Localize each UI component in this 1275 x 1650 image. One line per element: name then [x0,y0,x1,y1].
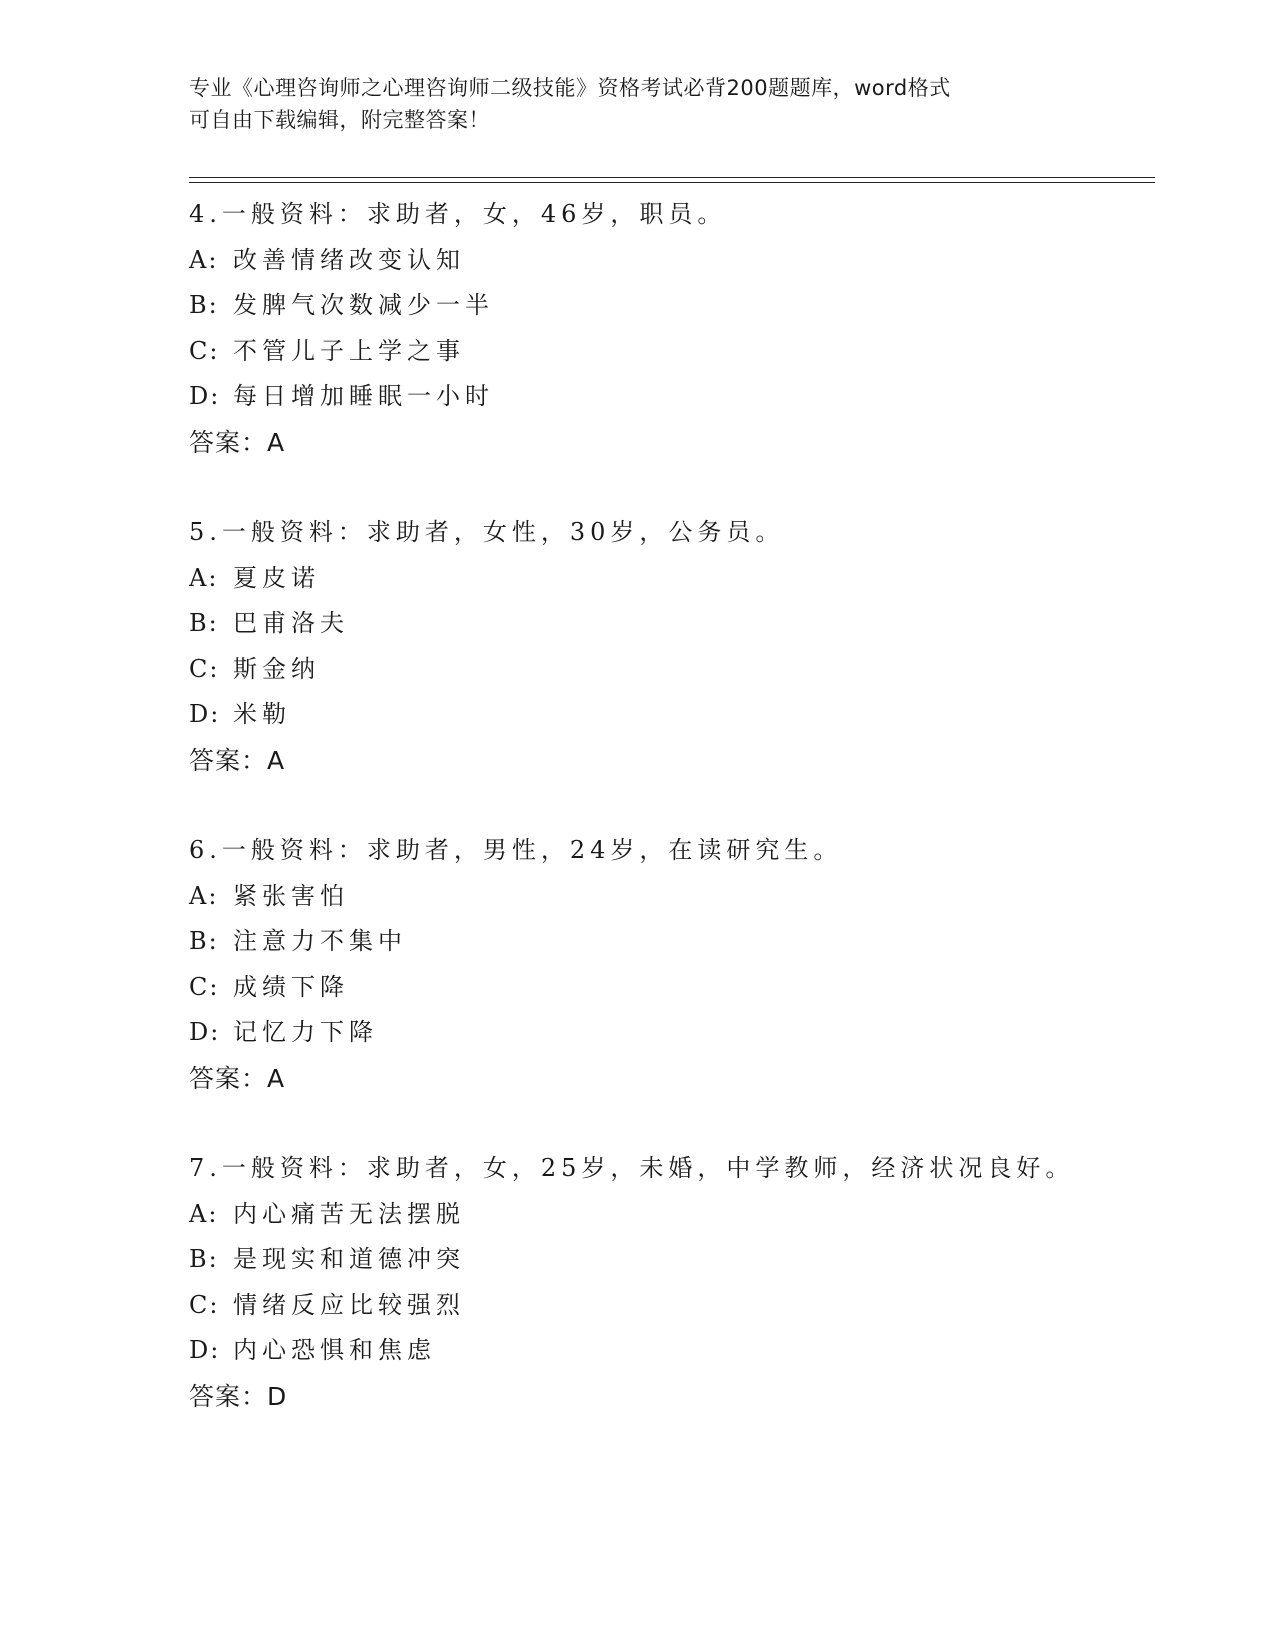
document-header [189,72,1089,136]
option-key: A: [189,1199,219,1228]
option-b [189,1237,1155,1283]
question-4 [189,192,1155,465]
header-divider-top [189,177,1155,178]
option-key: C: [189,972,220,1001]
option-text: 是现实和道德冲突 [233,1245,465,1273]
header-line-2: 可自由下载编辑，附完整答案！ [189,108,490,132]
option-a [189,874,1155,920]
option-b [189,283,1155,329]
option-c [189,647,1155,693]
option-d [189,374,1155,420]
answer-line: 答案：A [189,427,286,457]
option-c [189,329,1155,375]
option-text: 注意力不集中 [233,927,407,955]
question-title: 6.一般资料：求助者，男性，24岁，在读研究生。 [189,836,843,864]
option-text: 改善情绪改变认知 [233,245,465,274]
question-5 [189,510,1155,783]
option-key: A: [189,881,219,910]
option-text: 紧张害怕 [233,881,349,910]
option-c [189,965,1155,1011]
option-d [189,1010,1155,1056]
answer-line: 答案：A [189,1063,286,1093]
option-c [189,1283,1155,1329]
option-text: 米勒 [233,700,291,728]
option-key: A: [189,245,219,274]
option-text: 斯金纳 [233,654,320,683]
question-title: 7.一般资料：求助者，女，25岁，未婚，中学教师，经济状况良好。 [189,1154,1075,1182]
option-b [189,601,1155,647]
option-a [189,1192,1155,1238]
option-text: 内心痛苦无法摆脱 [233,1199,465,1228]
option-key: C: [189,1290,220,1319]
option-a [189,556,1155,602]
option-key: C: [189,654,220,683]
question-list [189,192,1155,1464]
option-text: 记忆力下降 [233,1018,378,1046]
option-key: B: [189,927,219,955]
option-text: 成绩下降 [233,972,349,1001]
option-key: B: [189,1245,219,1273]
option-text: 不管儿子上学之事 [233,336,465,365]
header-line-1: 专业《心理咨询师之心理咨询师二级技能》资格考试必背200题题库，word格式 [189,76,951,100]
answer-line: 答案：A [189,745,286,775]
answer-line: 答案：D [189,1381,288,1411]
option-text: 巴甫洛夫 [233,609,349,637]
option-text: 情绪反应比较强烈 [233,1290,465,1319]
option-text: 每日增加睡眠一小时 [233,382,494,410]
header-divider-bottom [189,182,1155,183]
option-a [189,238,1155,284]
option-text: 夏皮诺 [233,563,320,592]
option-key: D: [189,1018,221,1046]
option-key: D: [189,1336,221,1364]
option-key: B: [189,291,219,319]
question-7 [189,1146,1155,1419]
option-key: B: [189,609,219,637]
option-key: D: [189,700,221,728]
question-6 [189,828,1155,1101]
option-d [189,692,1155,738]
option-d [189,1328,1155,1374]
option-text: 内心恐惧和焦虑 [233,1336,436,1364]
option-text: 发脾气次数减少一半 [233,291,494,319]
option-key: A: [189,563,219,592]
option-key: C: [189,336,220,365]
question-title: 5.一般资料：求助者，女性，30岁，公务员。 [189,518,785,546]
option-key: D: [189,382,221,410]
option-b [189,919,1155,965]
question-title: 4.一般资料：求助者，女，46岁，职员。 [189,200,727,228]
